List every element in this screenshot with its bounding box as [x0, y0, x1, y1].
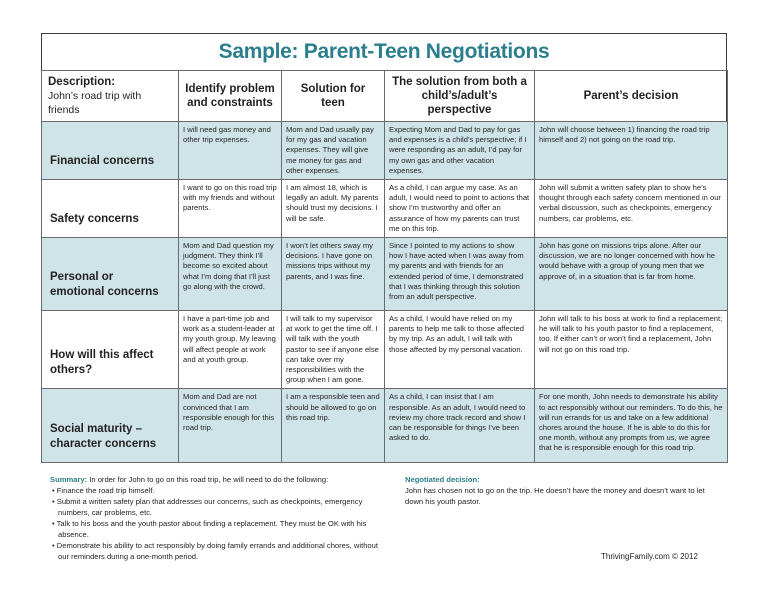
cell-problem: I will need gas money and other trip expenses. — [179, 122, 282, 180]
cell-both: As a child, I can insist that I am responsible. As an adult, I would need to review my chore track record and show I can be responsible for things I’ve been asked to do. — [385, 389, 535, 463]
row-label: Safety concerns — [42, 180, 179, 238]
cell-teen: I will talk to my supervisor at work to get the time off. I will talk with the youth pastor to see if anyone else can take over my responsibilities with the group when I am gone. — [282, 311, 385, 389]
cell-both: As a child, I can argue my case. As an adult, I would need to point to actions that show I’m trustworthy and offer an assurance of how my parents can trust me on this trip. — [385, 180, 535, 238]
table-row — [42, 122, 728, 180]
cell-parent: John will choose between 1) financing the road trip himself and 2) not going on the road trip. — [535, 122, 728, 180]
table-row — [42, 180, 728, 238]
row-label: Personal or emotional concerns — [42, 238, 179, 311]
table-row — [42, 311, 728, 389]
cell-problem: Mom and Dad question my judgment. They think I’ll become so excited about what I’m doing that I’ll just go along with the crowd. — [179, 238, 282, 311]
header-description — [42, 71, 179, 122]
summary-intro-text: In order for John to go on this road trip, he will need to do the following: — [89, 475, 329, 484]
cell-parent: For one month, John needs to demonstrate his ability to act responsibly without our reminders. To do this, he will run errands for us and take on a few additional chores around the house. If he is able to do this for one month, without any prompts from us, we agree that he is responsible enough for this road trip. — [535, 389, 728, 463]
header-teen-solution: Solution for teen — [282, 71, 385, 122]
header-row — [42, 71, 728, 122]
decision-section — [405, 474, 705, 507]
cell-both: Expecting Mom and Dad to pay for gas and expenses is a child’s perspective; if I were responding as an adult, I’d pay for my own gas and other vacation expenses. — [385, 122, 535, 180]
cell-teen: Mom and Dad usually pay for my gas and vacation expenses. They will give me money for gas and other expenses. — [282, 122, 385, 180]
list-item: • Talk to his boss and the youth pastor about finding a replacement. They must be OK with his absence. — [52, 519, 367, 539]
summary-section — [50, 474, 380, 562]
summary-intro — [50, 474, 380, 485]
cell-parent: John has gone on missions trips alone. After our discussion, we are no longer concerned with how he would behave with a group of young men that we approve of, in a situation that is far from home. — [535, 238, 728, 311]
cell-problem: Mom and Dad are not convinced that I am responsible enough for this road trip. — [179, 389, 282, 463]
cell-teen: I am almost 18, which is legally an adult. My parents should trust my decisions. I will be safe. — [282, 180, 385, 238]
summary-label: Summary: — [50, 475, 88, 484]
page-title: Sample: Parent-Teen Negotiations — [218, 40, 550, 63]
summary-list — [50, 485, 380, 562]
decision-label: Negotiated decision: — [405, 475, 480, 484]
header-parent-decision: Parent’s decision — [535, 71, 728, 122]
list-item: • Demonstrate his ability to act responsibly by doing family errands and additional chores, without our reminders during a one-month period. — [52, 541, 378, 561]
worksheet-frame — [41, 33, 727, 460]
cell-both: As a child, I would have relied on my parents to help me talk to those affected by my trip. As an adult, I will talk with those affected by my personal vacation. — [385, 311, 535, 389]
cell-teen: I am a responsible teen and should be allowed to go on this road trip. — [282, 389, 385, 463]
header-problem: Identify problem and constraints — [179, 71, 282, 122]
row-label: How will this affect others? — [42, 311, 179, 389]
cell-both: Since I pointed to my actions to show how I have acted when I was away from my parents and with friends for an extended period of time, I demonstrated that I was thinking through this solution from an adult perspective. — [385, 238, 535, 311]
list-item: • Submit a written safety plan that addresses our concerns, such as checkpoints, emergency numbers, car problems, etc. — [52, 497, 363, 517]
description-text: John’s road trip with friends — [48, 90, 142, 116]
list-item: • Finance the road trip himself. — [52, 486, 155, 495]
row-label: Social maturity – character concerns — [42, 389, 179, 463]
table-row — [42, 238, 728, 311]
cell-problem: I have a part-time job and work as a student-leader at my youth group. My leaving will affect people at work and at youth group. — [179, 311, 282, 389]
decision-text: John has chosen not to go on the trip. He doesn’t have the money and doesn’t want to let down his youth pastor. — [405, 486, 705, 506]
header-both-perspective: The solution from both a child’s/adult’s perspective — [385, 71, 535, 122]
cell-problem: I want to go on this road trip with my friends and without parents. — [179, 180, 282, 238]
cell-teen: I won’t let others sway my decisions. I have gone on missions trips without my parents, and I was fine. — [282, 238, 385, 311]
table-row — [42, 389, 728, 463]
row-label: Financial concerns — [42, 122, 179, 180]
cell-parent: John will talk to his boss at work to find a replacement; he will talk to his youth pastor to find a replacement, too. If either can’t or won’t find a replacement, John will not go on this road trip. — [535, 311, 728, 389]
description-label: Description: — [48, 76, 116, 88]
copyright-credit: ThrivingFamily.com © 2012 — [601, 552, 698, 561]
cell-parent: John will submit a written safety plan to show he’s thought through each safety concern mentioned in our verbal discussion, such as checkpoints, emergency numbers, car problems, etc. — [535, 180, 728, 238]
negotiation-table — [41, 70, 728, 463]
